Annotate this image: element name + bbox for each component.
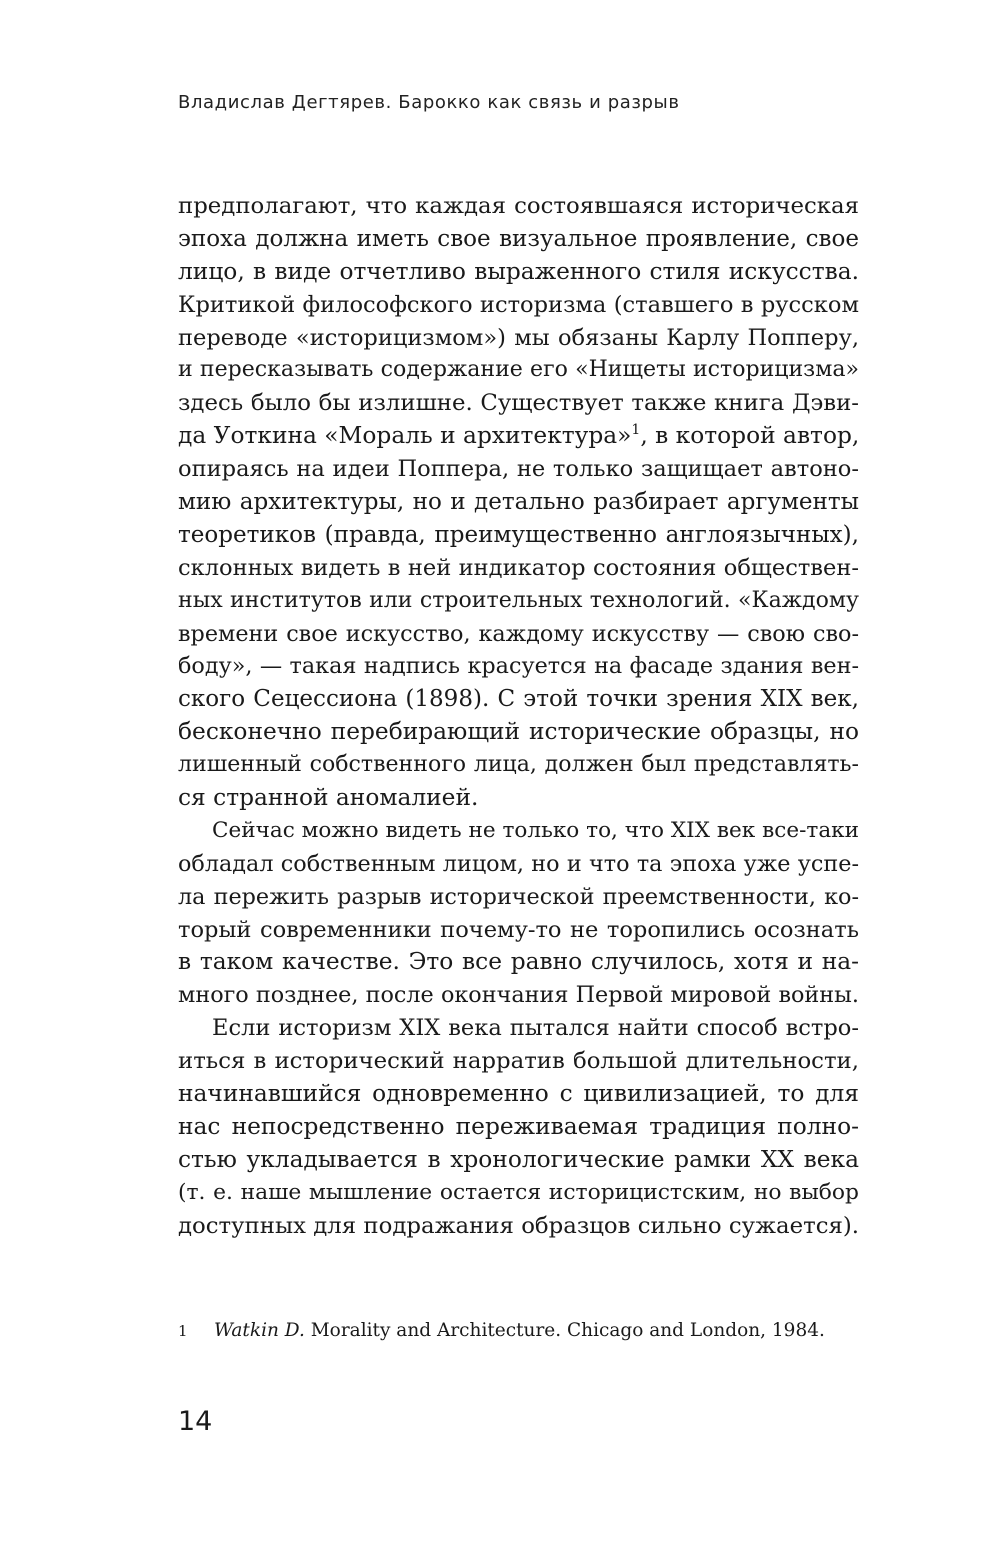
text-line: ных институтов или строительных технологий. «Каждому	[178, 587, 859, 613]
text-segment: , в которой автор,	[640, 422, 860, 450]
text-line: боду», — такая надпись красуется на фасаде здания вен-	[178, 653, 859, 680]
text-line: обладал собственным лицом, но и что та эпоха уже успе-	[178, 850, 859, 877]
text-line: иться в исторический нарратив большой длительности,	[178, 1048, 859, 1075]
text-line: эпоха должна иметь свое визуальное проявление, свое	[178, 225, 859, 252]
text-line-with-footnote	[178, 420, 859, 453]
text-segment: да Уоткина «Мораль и архитектура»	[178, 422, 632, 450]
text-line: склонных видеть в ней индикатор состояния обществен-	[178, 554, 859, 581]
text-line: Критикой философского историзма (ставшего в русском	[178, 291, 859, 318]
page-number: 14	[178, 1406, 213, 1437]
text-line: лишенный собственного лица, должен был представлять-	[178, 752, 859, 778]
text-line: теоретиков (правда, преимущественно англоязычных),	[178, 521, 859, 548]
text-line: предполагают, что каждая состоявшаяся историческая	[178, 193, 859, 219]
text-line: (т. е. наше мышление остается историцистским, но выбор	[178, 1179, 859, 1205]
text-line: начинавшийся одновременно с цивилизацией, то для	[178, 1080, 859, 1108]
text-line: мию архитектуры, но и детально разбирает аргументы	[178, 489, 859, 516]
footnote-text: Morality and Architecture. Chicago and London, 1984.	[304, 1320, 825, 1341]
text-line: лицо, в виде отчетливо выраженного стиля искусства.	[178, 257, 859, 285]
text-line: в таком качестве. Это все равно случилось, хотя и на-	[178, 948, 859, 976]
text-line: Если историзм XIX века пытался найти способ встро-	[212, 1015, 859, 1042]
text-line: много позднее, после окончания Первой мировой войны.	[178, 982, 859, 1009]
text-line: бесконечно перебирающий исторические образцы, но	[178, 718, 859, 746]
footnote	[178, 1318, 859, 1344]
text-line: времени свое искусство, каждому искусству — свою сво-	[178, 620, 859, 647]
running-head: Владислав Дегтярев. Барокко как связь и разрыв	[178, 92, 680, 113]
text-line: здесь было бы излишне. Существует также книга Дэви-	[178, 390, 859, 417]
text-line: Сейчас можно видеть не только то, что XIX век все-таки	[212, 817, 859, 843]
text-line: ла пережить разрыв исторической преемственности, ко-	[178, 883, 859, 910]
text-line: опираясь на идеи Поппера, не только защищает автоно-	[178, 456, 859, 483]
text-line: переводе «историцизмом») мы обязаны Карлу Попперу,	[178, 324, 859, 351]
footnote-number: 1	[178, 1322, 188, 1340]
footnote-reference[interactable]: 1	[631, 422, 641, 439]
text-line: нас непосредственно переживаемая традиция полно-	[178, 1112, 859, 1140]
text-line: ся странной аномалией.	[178, 784, 479, 812]
footnote-author: Watkin D.	[214, 1320, 305, 1341]
text-line: доступных для подражания образцов сильно сужается).	[178, 1212, 859, 1239]
text-line: и пересказывать содержание его «Нищеты историцизма»	[178, 357, 859, 383]
main-text	[178, 190, 859, 1243]
text-line: торый современники почему-то не торопились осознать	[178, 916, 859, 943]
text-line: стью укладывается в хронологические рамки XX века	[178, 1145, 859, 1173]
text-line: ского Сецессиона (1898). С этой точки зрения XIX век,	[178, 686, 859, 713]
